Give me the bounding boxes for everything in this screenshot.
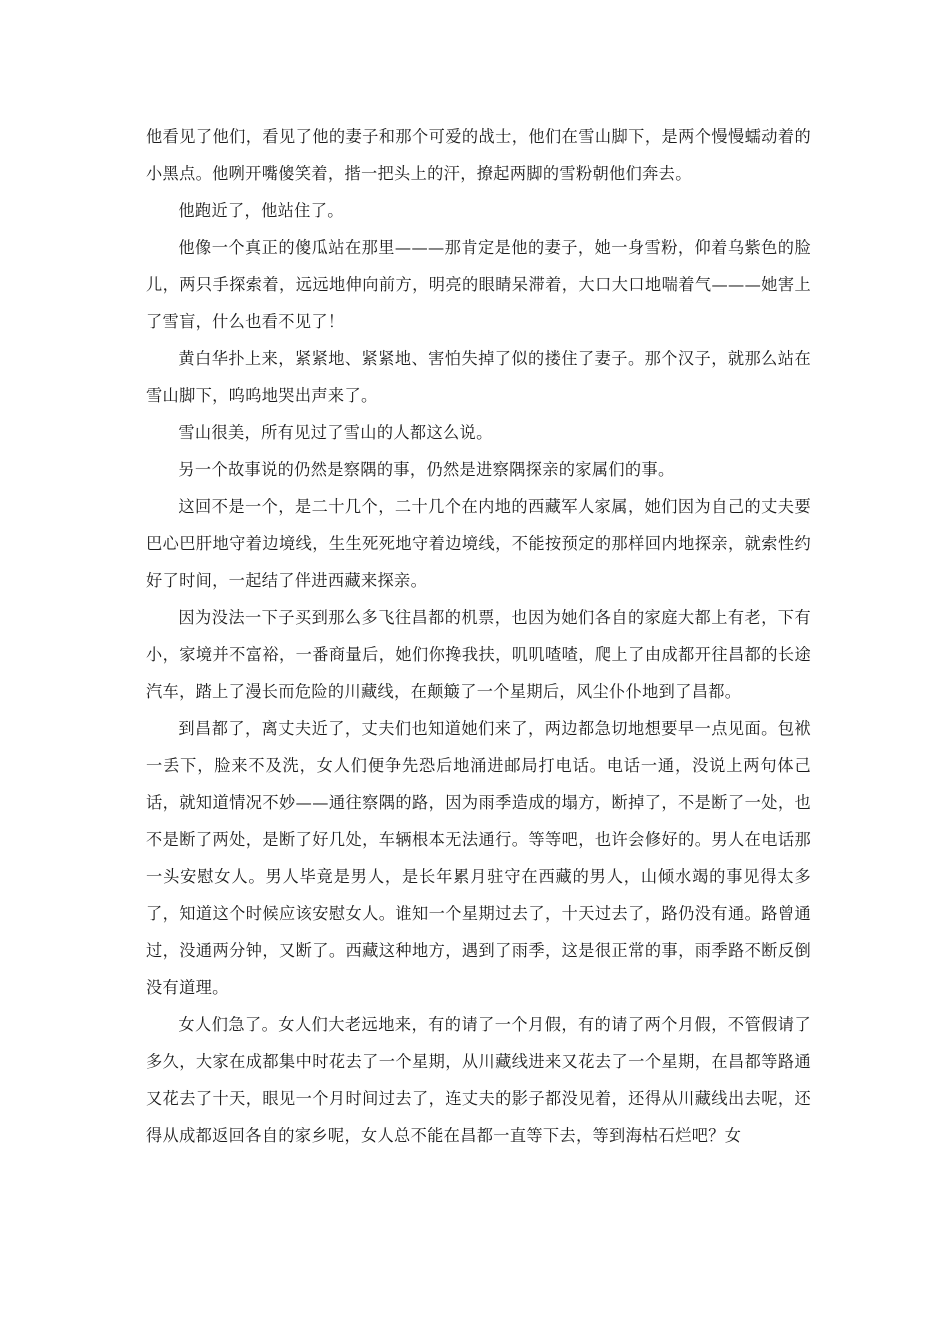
paragraph: 黄白华扑上来，紧紧地、紧紧地、害怕失掉了似的搂住了妻子。那个汉子，就那么站在雪山脚下，呜呜地哭出声来了。 (146, 349, 811, 405)
paragraph: 这回不是一个，是二十几个，二十几个在内地的西藏军人家属，她们因为自己的丈夫要巴心巴肝地守着边境线，生生死死地守着边境线，不能按预定的那样回内地探亲，就索性约好了时间，一起结了伴进西藏来探亲。 (146, 497, 811, 590)
paragraph: 他像一个真正的傻瓜站在那里———那肯定是他的妻子，她一身雪粉，仰着乌紫色的脸儿，两只手探索着，远远地伸向前方，明亮的眼睛呆滞着，大口大口地喘着气———她害上了雪盲，什么也看不见了！ (146, 238, 811, 331)
paragraph: 另一个故事说的仍然是察隅的事，仍然是进察隅探亲的家属们的事。 (178, 460, 675, 479)
paragraph: 他看见了他们，看见了他的妻子和那个可爱的战士，他们在雪山脚下，是两个慢慢蠕动着的小黑点。他咧开嘴傻笑着，揩一把头上的汗，撩起两脚的雪粉朝他们奔去。 (146, 127, 811, 183)
paragraph: 到昌都了，离丈夫近了，丈夫们也知道她们来了，两边都急切地想要早一点见面。包袱一丢下，脸来不及洗，女人们便争先恐后地涌进邮局打电话。电话一通，没说上两句体己话，就知道情况不妙——通往察隅的路，因为雨季造成的塌方，断掉了，不是断了一处，也不是断了两处，是断了好几处，车辆根本无法通行。等等吧，也许会修好的。男人在电话那一头安慰女人。男人毕竟是男人，是长年累月驻守在西藏的男人，山倾水竭的事见得太多了，知道这个时候应该安慰女人。谁知一个星期过去了，十天过去了，路仍没有通。路曾通过，没通两分钟，又断了。西藏这种地方，遇到了雨季，这是很正常的事，雨季路不断反倒没有道理。 (146, 719, 811, 997)
paragraph: 他跑近了，他站住了。 (178, 201, 344, 220)
body-text (146, 118, 811, 1154)
paragraph: 因为没法一下子买到那么多飞往昌都的机票，也因为她们各自的家庭大都上有老，下有小，家境并不富裕，一番商量后，她们你搀我扶，叽叽喳喳，爬上了由成都开往昌都的长途汽车，踏上了漫长而危险的川藏线，在颠簸了一个星期后，风尘仆仆地到了昌都。 (146, 608, 811, 701)
paragraph: 女人们急了。女人们大老远地来，有的请了一个月假，有的请了两个月假，不管假请了多久，大家在成都集中时花去了一个星期，从川藏线进来又花去了一个星期，在昌都等路通又花去了十天，眼见一个月时间过去了，连丈夫的影子都没见着，还得从川藏线出去呢，还得从成都返回各自的家乡呢，女人总不能在昌都一直等下去，等到海枯石烂吧？女 (146, 1015, 811, 1145)
paragraph: 雪山很美，所有见过了雪山的人都这么说。 (178, 423, 493, 442)
